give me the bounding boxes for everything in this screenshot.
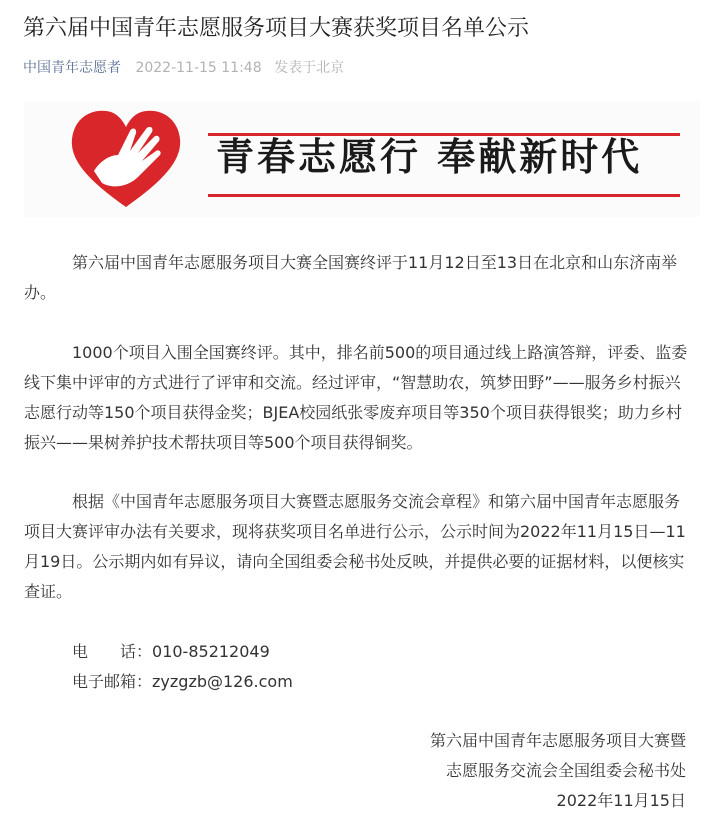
signature-line-2: 志愿服务交流会全国组委会秘书处	[445, 761, 686, 780]
banner-image	[24, 101, 700, 217]
signature-date: 2022年11月15日	[556, 791, 686, 810]
paragraph-2: 1000个项目入围全国赛终评。其中，排名前500的项目通过线上路演答辩，评委、监委线下集中评审的方式进行了评审和交流。经过评审，“智慧助农，筑梦田野”——服务乡村振兴志愿行动等150个项目获得金奖；BJEA校园纸张零废弃项目等350个项目获得银奖；助力乡村振兴——果树养护技术帮扶项目等500个项目获得铜奖。	[24, 343, 688, 452]
banner-rule-bottom	[208, 194, 680, 197]
banner-slogan: 青春志愿行 奉献新时代	[216, 134, 643, 179]
email-value: zyzgzb@126.com	[152, 672, 293, 691]
article-meta	[23, 58, 344, 78]
phone-value: 010-85212049	[152, 642, 270, 661]
paragraph-1: 第六届中国青年志愿服务项目大赛全国赛终评于11月12日至13日在北京和山东济南举办。	[24, 253, 678, 302]
article-title: 第六届中国青年志愿服务项目大赛获奖项目名单公示	[23, 16, 530, 41]
publish-time: 2022-11-15 11:48	[135, 60, 262, 76]
contact-email	[72, 667, 293, 697]
contact-phone	[72, 637, 270, 667]
publish-location: 发表于北京	[274, 60, 345, 76]
phone-label: 电 话：	[72, 642, 153, 661]
email-label: 电子邮箱：	[72, 672, 153, 691]
heart-hand-logo-icon	[66, 105, 186, 217]
signature-line-1: 第六届中国青年志愿服务项目大赛暨	[429, 731, 686, 750]
paragraph-3: 根据《中国青年志愿服务项目大赛暨志愿服务交流会章程》和第六届中国青年志愿服务项目大赛评审办法有关要求，现将获奖项目名单进行公示，公示时间为2022年11月15日—11月19日。公示期内如有异议，请向全国组委会秘书处反映，并提供必要的证据材料，以便核实查证。	[24, 492, 686, 601]
account-name-link[interactable]: 中国青年志愿者	[23, 60, 121, 76]
